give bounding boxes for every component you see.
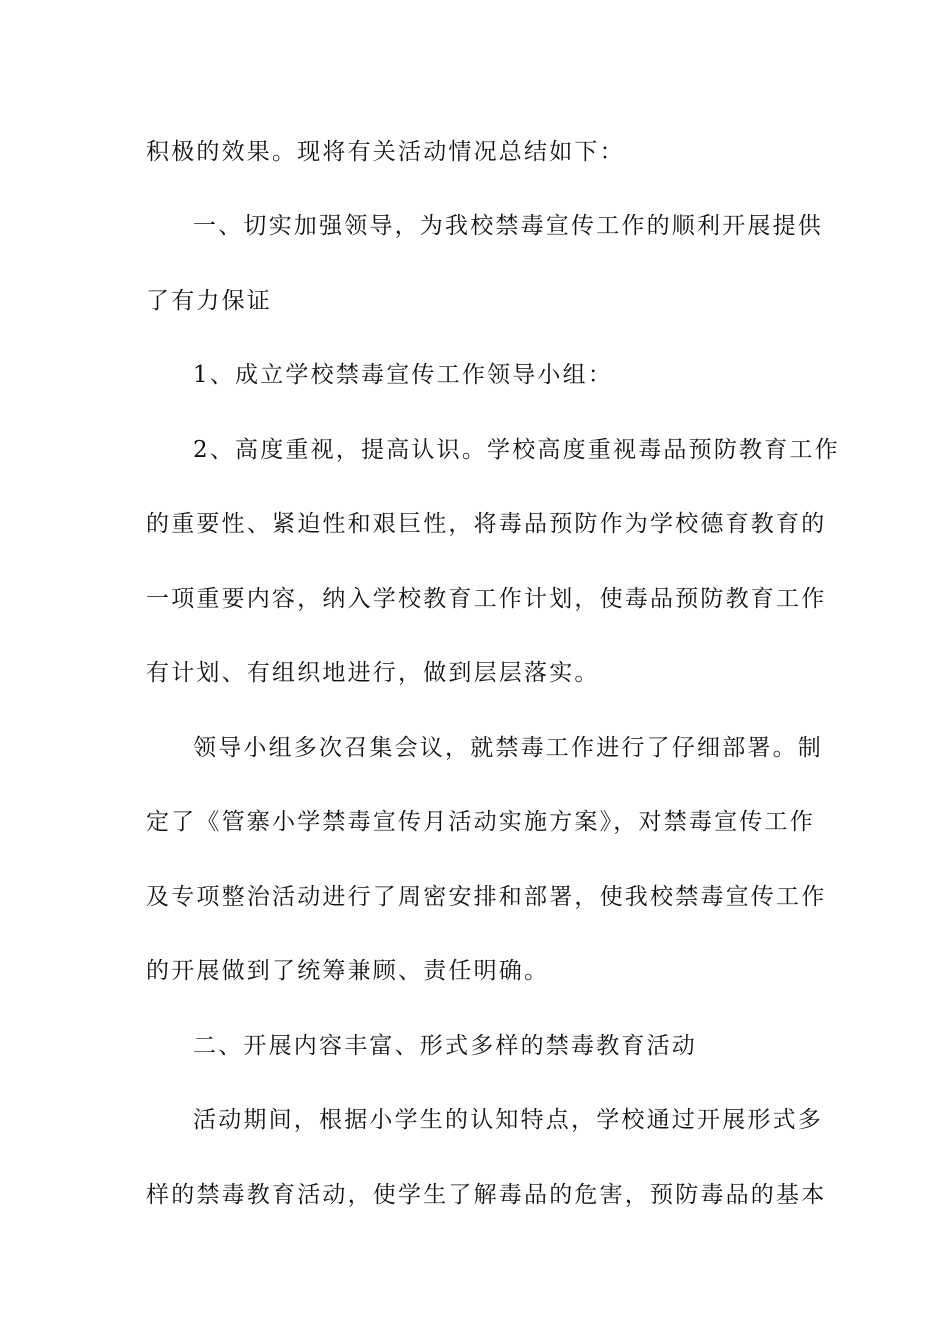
section-heading-2: 二、开展内容丰富、形式多样的禁毒教育活动: [193, 1033, 697, 1059]
text-line-15: 样的禁毒教育活动，使学生了解毒品的危害，预防毒品的基本: [146, 1182, 827, 1208]
text-line-1: 积极的效果。现将有关活动情况总结如下：: [146, 139, 625, 165]
paragraph-start-2: 活动期间，根据小学生的认知特点，学校通过开展形式多: [193, 1107, 823, 1133]
text-line-7: 一项重要内容，纳入学校教育工作计划，使毒品预防教育工作: [146, 586, 827, 612]
section-heading-1: 一、切实加强领导，为我校禁毒宣传工作的顺利开展提供: [193, 213, 823, 239]
text-line-6: 的重要性、紧迫性和艰巨性，将毒品预防作为学校德育教育的: [146, 511, 827, 537]
text-line-8: 有计划、有组织地进行，做到层层落实。: [146, 660, 600, 686]
text-line-10: 定了《管寨小学禁毒宣传月活动实施方案》，对禁毒宣传工作: [146, 809, 815, 835]
list-item-2: 2、高度重视，提高认识。学校高度重视毒品预防教育工作: [193, 437, 840, 463]
text-line-3: 了有力保证: [146, 288, 272, 314]
text-line-11: 及专项整治活动进行了周密安排和部署，使我校禁毒宣传工作: [146, 884, 827, 910]
paragraph-start-1: 领导小组多次召集会议，就禁毒工作进行了仔细部署。制: [193, 735, 823, 761]
list-item-1: 1、成立学校禁毒宣传工作领导小组：: [193, 362, 614, 388]
text-line-12: 的开展做到了统筹兼顾、责任明确。: [146, 958, 550, 984]
